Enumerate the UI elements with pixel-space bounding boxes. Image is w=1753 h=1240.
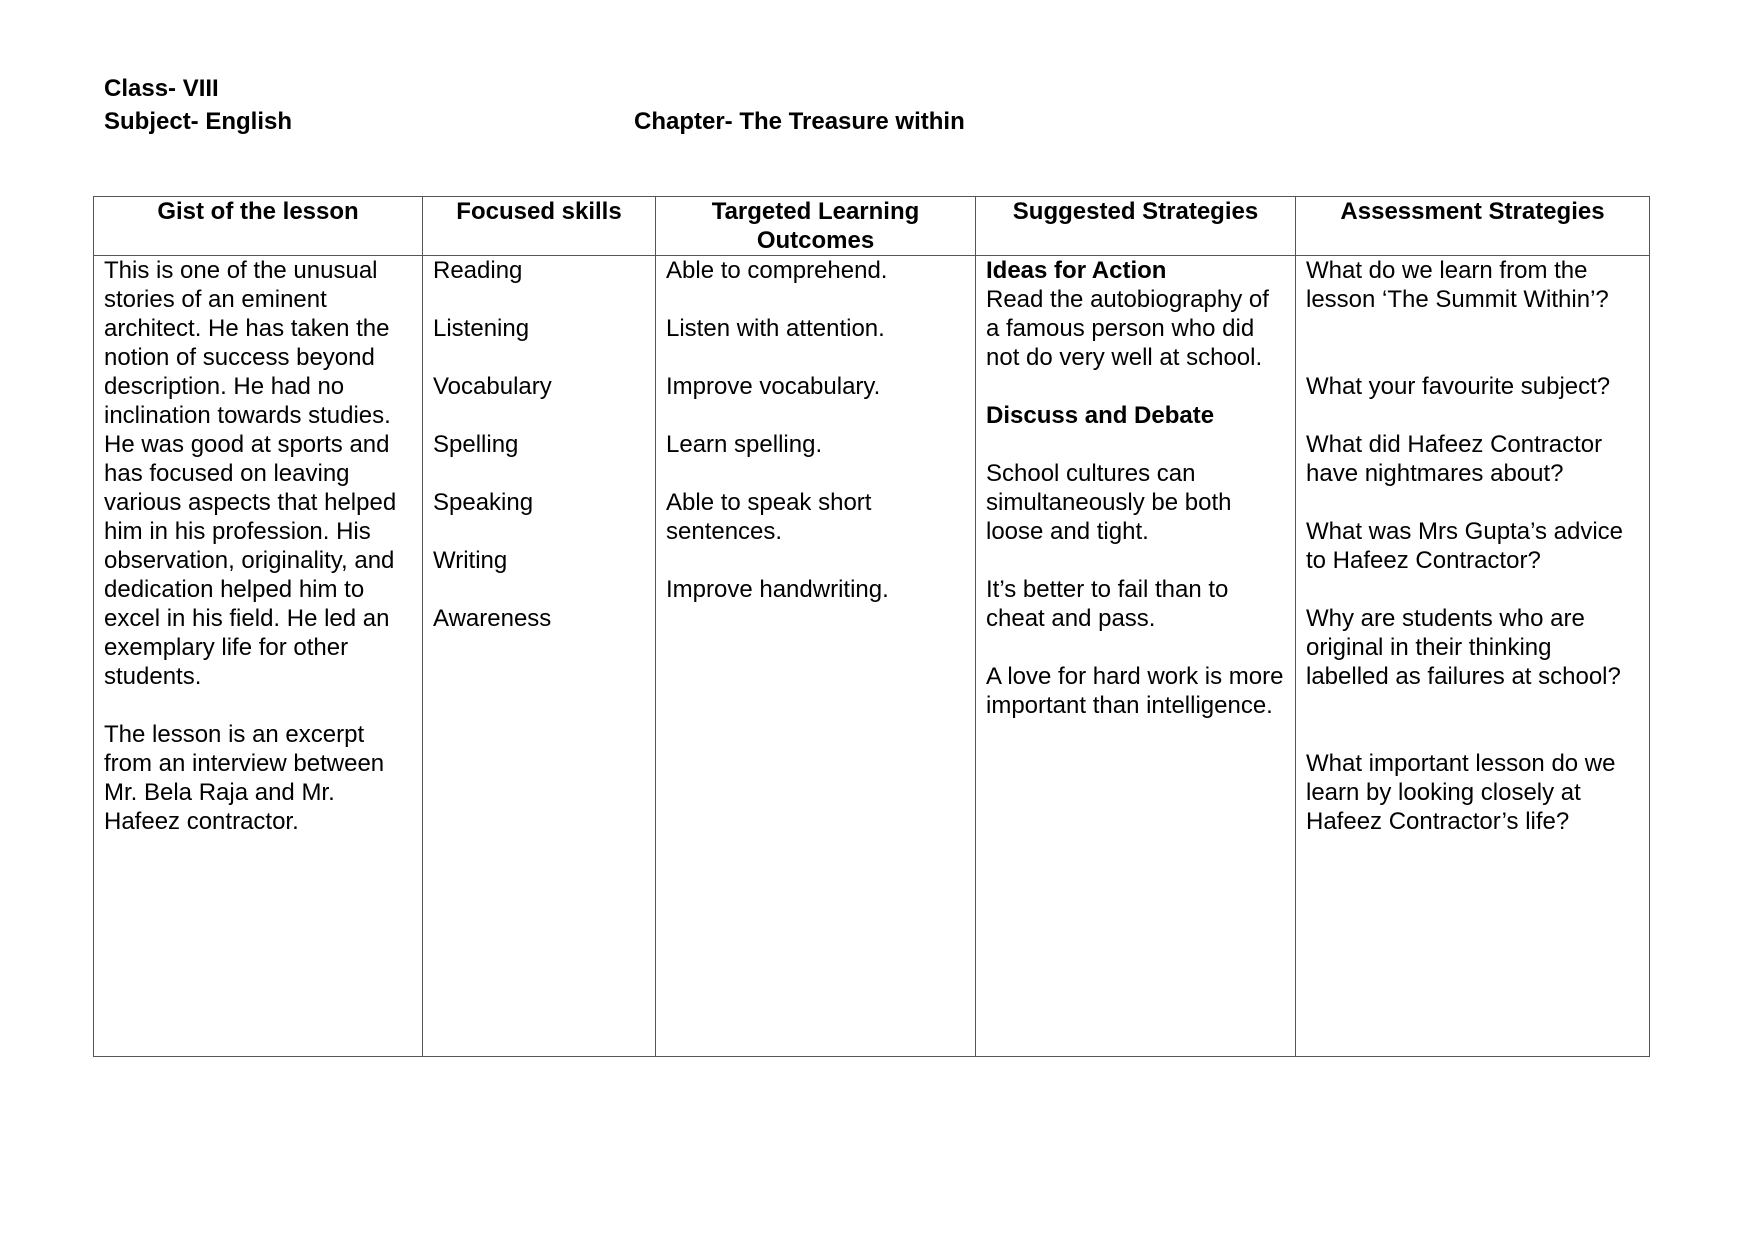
chapter-title: Chapter- The Treasure within	[634, 108, 965, 135]
column-header-assessment: Assessment Strategies	[1296, 197, 1650, 256]
outcome-item: Able to speak short sentences.	[666, 489, 872, 545]
column-header-strategies: Suggested Strategies	[976, 197, 1296, 256]
ideas-heading: Ideas for Action	[986, 257, 1167, 284]
skill-item: Spelling	[433, 431, 519, 458]
outcome-item: Listen with attention.	[666, 315, 885, 342]
skill-item: Speaking	[433, 489, 534, 516]
assessment-question: What important lesson do we learn by looking closely at Hafeez Contractor’s life?	[1306, 750, 1616, 835]
assessment-question: What was Mrs Gupta’s advice to Hafeez Contractor?	[1306, 518, 1624, 574]
column-header-skills: Focused skills	[423, 197, 656, 256]
strategy-point: It’s better to fail than to cheat and pass.	[986, 576, 1229, 632]
assessment-question: What your favourite subject?	[1306, 373, 1611, 400]
table-header-row	[94, 197, 1650, 256]
table-row	[94, 256, 1650, 1057]
class-label: Class- VIII	[104, 75, 219, 102]
column-header-outcomes: Targeted Learning Outcomes	[656, 197, 976, 256]
assessment-question: What did Hafeez Contractor have nightmares about?	[1306, 431, 1603, 487]
gist-paragraph: The lesson is an excerpt from an interview between Mr. Bela Raja and Mr. Hafeez contractor.	[104, 721, 385, 835]
skill-item: Writing	[433, 547, 508, 574]
assessment-cell	[1296, 256, 1650, 1057]
skill-item: Reading	[433, 257, 523, 284]
lesson-plan-table	[93, 196, 1650, 1057]
column-header-gist: Gist of the lesson	[94, 197, 423, 256]
gist-cell	[94, 256, 423, 1057]
strategy-point: A love for hard work is more important than intelligence.	[986, 663, 1284, 719]
skills-cell	[423, 256, 656, 1057]
assessment-question: What do we learn from the lesson ‘The Summit Within’?	[1306, 257, 1609, 313]
outcome-item: Improve handwriting.	[666, 576, 889, 603]
subject-label: Subject- English	[104, 108, 293, 135]
ideas-text: Read the autobiography of a famous person who did not do very well at school.	[986, 286, 1269, 371]
strategies-cell	[976, 256, 1296, 1057]
strategy-point: School cultures can simultaneously be both loose and tight.	[986, 460, 1232, 545]
outcome-item: Learn spelling.	[666, 431, 823, 458]
skill-item: Vocabulary	[433, 373, 552, 400]
outcome-item: Able to comprehend.	[666, 257, 888, 284]
outcomes-cell	[656, 256, 976, 1057]
outcome-item: Improve vocabulary.	[666, 373, 881, 400]
discuss-heading: Discuss and Debate	[986, 402, 1215, 429]
assessment-question: Why are students who are original in their thinking labelled as failures at school?	[1306, 605, 1621, 690]
skill-item: Listening	[433, 315, 530, 342]
skill-item: Awareness	[433, 605, 552, 632]
gist-paragraph: This is one of the unusual stories of an eminent architect. He has taken the notion of success beyond description. He had no inclination towards studies. He was good at sports and has focused on leaving various aspects that helped him in his profession. His observation, originality, and dedication helped him to excel in his field. He led an exemplary life for other students.	[104, 257, 397, 690]
